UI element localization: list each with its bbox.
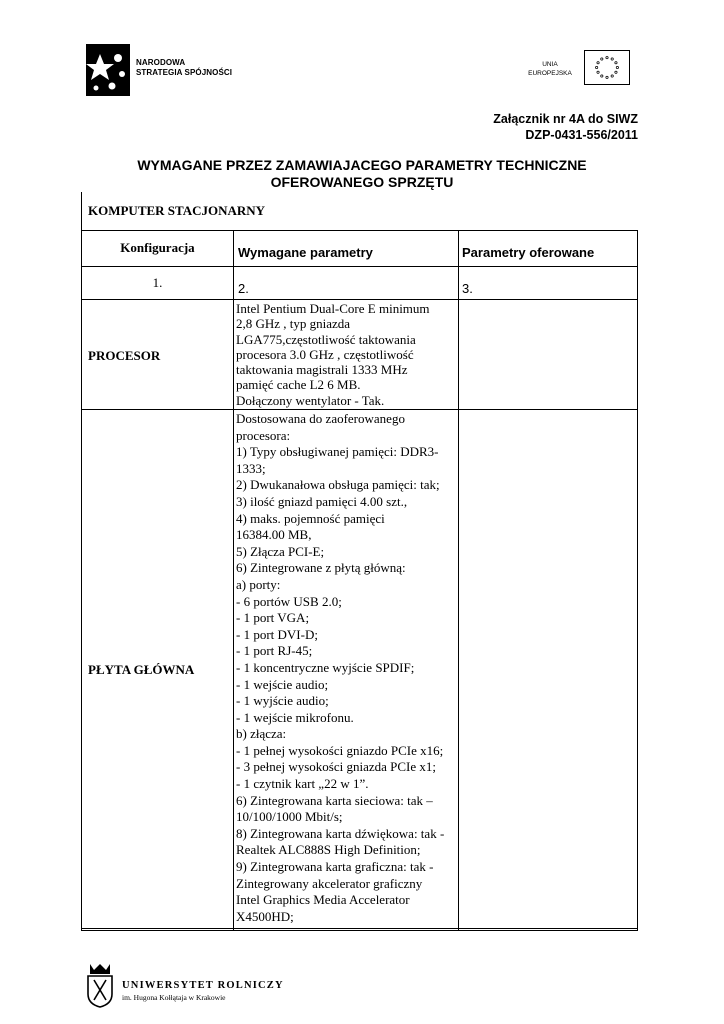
section-title: KOMPUTER STACJONARNY (88, 203, 266, 218)
table-line-numbers-bottom (81, 299, 638, 300)
requirement-line: 5) Złącza PCI-E; (236, 543, 325, 559)
processor-requirements (236, 301, 458, 408)
requirement-line: - 3 pełnej wysokości gniazda PCIe x1; (236, 759, 437, 775)
requirement-line: 8) Zintegrowana karta dźwiękowa: tak - (236, 825, 445, 841)
requirement-line: - 1 wejście audio; (236, 676, 329, 692)
requirement-line: a) porty: (236, 576, 281, 592)
table-border-left (81, 192, 82, 930)
column-number-3: 3. (462, 281, 473, 296)
requirement-line: Dołączony wentylator - Tak. (236, 392, 385, 408)
nss-emblem-icon (86, 44, 130, 96)
narodowa-strategia-logo (86, 44, 236, 96)
requirement-line: 6) Zintegrowana karta sieciowa: tak – (236, 792, 433, 808)
requirement-line: 2) Dwukanałowa obsługa pamięci: tak; (236, 477, 440, 493)
requirement-line: Intel Pentium Dual-Core E minimum (236, 301, 430, 316)
table-line-row1-bottom (81, 409, 638, 410)
requirement-line: Dostosowana do zaoferowanego (236, 411, 405, 426)
requirement-line: taktowania magistrali 1333 MHz (236, 362, 408, 378)
university-footer (86, 962, 306, 1012)
requirement-line: 6) Zintegrowane z płytą główną: (236, 560, 406, 576)
requirement-line: - 1 czytnik kart „22 w 1”. (236, 776, 369, 792)
annex-number: Załącznik nr 4A do SIWZ (493, 112, 638, 126)
requirement-line: - 1 wejście mikrofonu. (236, 709, 354, 725)
table-divider-1 (233, 230, 234, 930)
requirement-line: - 1 wyjście audio; (236, 693, 329, 709)
requirement-line: pamięć cache L2 6 MB. (236, 377, 361, 393)
case-number: DZP-0431-556/2011 (525, 128, 638, 142)
header-required: Wymagane parametry (238, 245, 373, 260)
table-line-bottom-double (81, 930, 638, 931)
column-number-2: 2. (238, 281, 249, 296)
requirement-line: 1) Typy obsługiwanej pamięci: DDR3- (236, 444, 439, 460)
requirement-line: b) złącza: (236, 726, 287, 742)
nss-logo-text: NARODOWA STRATEGIA SPÓJNOŚCI (136, 58, 233, 77)
requirement-line: procesora: (236, 427, 291, 443)
requirement-line: 16384.00 MB, (236, 527, 312, 543)
row-label-processor: PROCESOR (88, 348, 161, 363)
requirement-line: LGA775,częstotliwość taktowania (236, 331, 416, 347)
requirement-line: - 1 pełnej wysokości gniazdo PCIe x16; (236, 742, 444, 758)
table-divider-2 (458, 230, 459, 930)
requirement-line: Zintegrowany akcelerator graficzny (236, 875, 423, 891)
requirement-line: 2,8 GHz , typ gniazda (236, 316, 351, 332)
header-offered: Parametry oferowane (462, 245, 595, 260)
table-line-header-top (81, 230, 638, 231)
university-crest-icon (86, 962, 114, 1008)
requirement-line: Realtek ALC888S High Definition; (236, 842, 421, 858)
table-line-bottom (81, 928, 638, 929)
requirement-line: 1333; (236, 460, 266, 476)
unia-europejska-logo (520, 50, 632, 86)
university-name: UNIWERSYTET ROLNICZY (122, 980, 284, 991)
requirement-line: procesora 3.0 GHz , częstotliwość (236, 346, 414, 362)
requirement-line: - 1 port DVI-D; (236, 626, 318, 642)
ue-logo-text: UNIA EUROPEJSKA (528, 61, 572, 77)
document-title (80, 157, 644, 191)
requirement-line: - 6 portów USB 2.0; (236, 593, 342, 609)
row-label-motherboard: PŁYTA GŁÓWNA (88, 662, 195, 677)
university-subtitle: im. Hugona Kołłątaja w Krakowie (122, 993, 226, 1002)
requirement-line: 4) maks. pojemność pamięci (236, 510, 385, 526)
requirement-line: 3) ilość gniazd pamięci 4.00 szt., (236, 493, 408, 509)
table-line-header-bottom (81, 266, 638, 267)
header-config: Konfiguracja (120, 240, 195, 255)
table-border-right (637, 230, 638, 930)
requirement-line: X4500HD; (236, 908, 294, 924)
title-line-1: WYMAGANE PRZEZ ZAMAWIAJACEGO PARAMETRY TECHNICZNE (137, 157, 587, 173)
document-reference (493, 111, 638, 143)
requirement-line: - 1 port RJ-45; (236, 643, 313, 659)
requirement-line: Intel Graphics Media Accelerator (236, 892, 410, 908)
requirement-line: - 1 koncentryczne wyjście SPDIF; (236, 659, 415, 675)
requirement-line: 10/100/1000 Mbit/s; (236, 809, 343, 825)
title-line-2: OFEROWANEGO SPRZĘTU (270, 174, 454, 190)
requirement-line: 9) Zintegrowana karta graficzna: tak - (236, 859, 434, 875)
motherboard-requirements (236, 411, 458, 925)
eu-flag-icon (584, 50, 630, 85)
column-number-1: 1. (152, 275, 163, 290)
requirement-line: - 1 port VGA; (236, 610, 310, 626)
